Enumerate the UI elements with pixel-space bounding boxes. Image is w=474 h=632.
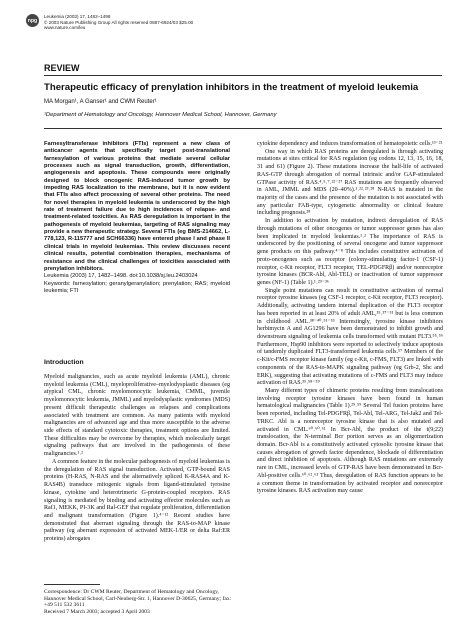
paragraph: One way in which RAS proteins are deregulated is through activating mutations at sites critical for RAS regulation (eg codons 12, 13, 15, 16, 18, 31 and 61) (Figure 2). These mutations increase the half-life of activated RAS-GTP through abrogation of normal intrinsic and/or GAP-stimulated GTPase activity of RAS.⁴˒⁵˒⁷˒²²⁻²⁷ RAS mutations are frequently observed in AML, JMML and MDS (20–40%).¹˒²²˒²³˒²⁸ N-RAS is mutated in the majority of the cases and the presence of the mutation is not associated with any particular FAB-type, cytogenetic abnormality or clinical feature including prognosis.²⁸: [257, 148, 443, 217]
paragraph: Single point mutations can result in constitutive activation of normal receptor tyrosine kinases (eg CSF-1 receptor, c-Kit receptor, FLT3 receptor). Additionally, activating tandem internal duplication of the FLT3 receptor has been reported in at least 20% of adult AML,³⁵˒³⁷⁻⁵¹ but is less common in childhood AML.³⁸⁻⁴⁰˒⁵¹⁻⁵³ Interestingly, tyrosine kinase inhibitors herbimycin A and AG1296 have been demonstrated to inhibit growth and downstream signaling of leukemia cells transformed with mutant FLT3.⁵⁵˒⁵⁶ Furthermore, Hsp90 inhibitors were reported to selectively induce apoptosis of tandemly duplicated FLT3-transformed leukemia cells.⁵⁷ Members of the c-Kit/c-FMS receptor kinase family (eg c-Kit, c-FMS, FLT3) are linked with components of the RAS-to-MAPK signaling pathway (eg Grb-2, Shc and ERK), suggesting that activating mutations of c-FMS and FLT3 may induce activation of RAS.³⁵˒⁵⁸⁻⁵⁹: [257, 287, 443, 387]
section-rule: [44, 75, 442, 76]
left-column-body: [44, 374, 230, 544]
paragraph: Many different types of chimeric proteins resulting from translocations involving receptor tyrosine kinases have been found in human hematological malignancies (Table 1).²⁹˒⁵⁹ Several Tel fusion proteins have been reported, including Tel-PDGFRβ, Tel-Abl, Tel-ARG, Tel-Jak2 and Tel-TRKC. Abl is a nonreceptor tyrosine kinase that is also mutated and activated in CML.⁶⁰˒⁶⁰˒⁶¹ In Bcr-Abl, the product of the t(9;22) translocation, the N-terminal Bcr portion serves as an oligomerization domain. Bcr-Abl is a constitutively activated cytosolic tyrosine kinase that causes abrogation of growth factor dependence, blockade of differentiation and direct inhibition of apoptosis. Although RAS mutations are extremely rare in CML, increased levels of GTP-RAS have been demonstrated in Bcr-Abl-positive cells.⁶⁰˒⁶²˒⁶³ Thus, deregulation of RAS function appears to be a common theme in transformation by activated receptor and nonreceptor tyrosine kinases. RAS activation may cause: [257, 388, 443, 495]
article-title: Therapeutic efficacy of prenylation inhibitors in the treatment of myeloid leukemia: [44, 82, 419, 93]
abstract-text: Farnesyltransferase inhibitors (FTIs) represent a new class of anticancer agents that specifically target post-translational farnesylation of various proteins that mediate several cellular processes such as signal transduction, growth, differentiation, angiogenesis and apoptosis. These compounds were originally designed to block oncogenic RAS-induced tumor growth by impeding RAS localization to the membrane, but it is now evident that FTIs also affect processing of several other proteins. The need for novel therapies in myeloid leukemia is underscored by the high rate of treatment failure due to high incidences of relapse- and treatment-related toxicities. As RAS deregulation is important in the pathogenesis of myeloid leukemias, targeting of RAS signaling may provide a new therapeutic strategy. Several FTIs (eg BMS-214662, L-778,123, R-115777 and SCH66336) have entered phase I and phase II clinical trials in myeloid leukemias. This review discusses recent clinical results, potential combination therapies, mechanisms of resistance and the clinical challenges of toxicities associated with prenylation inhibitors.: [44, 141, 230, 272]
correspondence-footnote: Correspondence: Dr CWM Reuter, Department of Hematology and Oncology, Hannover Medical School, Carl-Neuberg-Str. 1, Hannover D-30625, Germany; fax: +49 511 532 3611 Received 7 March 2003; accepted 3 April 2003: [44, 589, 232, 615]
paragraph: Myeloid malignancies, such as acute myeloid leukemia (AML), chronic myeloid leukemia (CML), myeloproliferative–myelodysplastic diseases (eg atypical CML, chronic myelomonocytic leukemia, CMML, juvenile myelomonocytic leukemia, JMML) and myelodysplastic syndromes (MDS) present difficult therapeutic challenges as relapses and complications associated with treatment are common. As many patients with myeloid malignancies are of advanced age and thus more susceptible to the adverse side effects of standard cytotoxic therapies, treatment options are limited. These difficulties may be overcome by therapies, which molecularly target signaling pathways that are involved in the pathogenesis of these malignancies.¹˒²: [44, 374, 230, 458]
copyright-line: © 2003 Nature Publishing Group All rights reserved 0887-6924/03 $25.00: [44, 19, 194, 25]
authors: MA Morgan¹, A Ganser¹ and CWM Reuter¹: [44, 99, 157, 105]
footnote-rule: [44, 584, 100, 585]
npg-logo: npg: [26, 14, 39, 27]
title-rule: [44, 128, 442, 129]
right-column-body: [257, 141, 443, 496]
paragraph: A common feature in the molecular pathogenesis of myeloid leukemias is the deregulation of RAS signal transduction. Activated, GTP-bound RAS proteins (H-RAS, N-RAS and the alternatively spliced K-RAS4A and K-RAS4B) transduce mitogenic signals from ligand-stimulated tyrosine kinase, cytokine and heterotrimeric G-protein-coupled receptors. RAS signaling is mediated by binding and activating effector molecules such as Raf1, MEKK, PI-3K and Ral-GEF that regulate proliferation, differentiation and malignant transformation (Figure 1).⁴⁻¹² Recent studies have demonstrated that aberrant signaling through the RAS-to-MAP kinase pathway (eg aberrant expression of activated MEK-1/ER or delta Raf:ER proteins) abrogates: [44, 458, 230, 543]
journal-meta: [44, 14, 193, 31]
abstract-citation: Leukemia (2003) 17, 1482–1498. doi:10.1038/sj.leu.2403024: [44, 273, 198, 280]
paragraph: In addition to activation by mutation, indirect deregulation of RAS through mutations of other oncogenes or tumor suppressor genes has also been implicated in myeloid leukemias.¹˒² The importance of RAS is underscored by the positioning of several oncogene and tumor suppressor gene products on this pathway.⁴⁻⁸ This includes constitutive activation of proto-oncogenes such as receptor (colony-stimulating factor-1 (CSF-1) receptor, c-Kit receptor, FLT3 receptor, TEL-PDGFRβ) and/or nonreceptor tyrosine kinases (BCR-Abl, Abl-TEL) or inactivation of tumor suppressor genes (NF-1) (Table 1).¹˒²⁹⁻³⁶: [257, 218, 443, 286]
journal-citation: Leukemia (2003) 17, 1482–1498: [44, 14, 111, 19]
keywords: Keywords: farnesylation; geranylgeranylation; prenylation; RAS; myeloid leukemia; FTI: [44, 280, 230, 294]
section-label: REVIEW: [44, 63, 80, 73]
paragraph: cytokine dependency and induces transformation of hematopoietic cells.¹³⁻²¹: [257, 141, 443, 147]
affiliation: ¹Department of Hematology and Oncology, Hannover Medical School, Hannover, Germany: [44, 112, 277, 118]
journal-url[interactable]: www.nature.com/leu: [44, 25, 86, 31]
abstract: [44, 141, 230, 295]
introduction-heading: Introduction: [44, 359, 84, 366]
